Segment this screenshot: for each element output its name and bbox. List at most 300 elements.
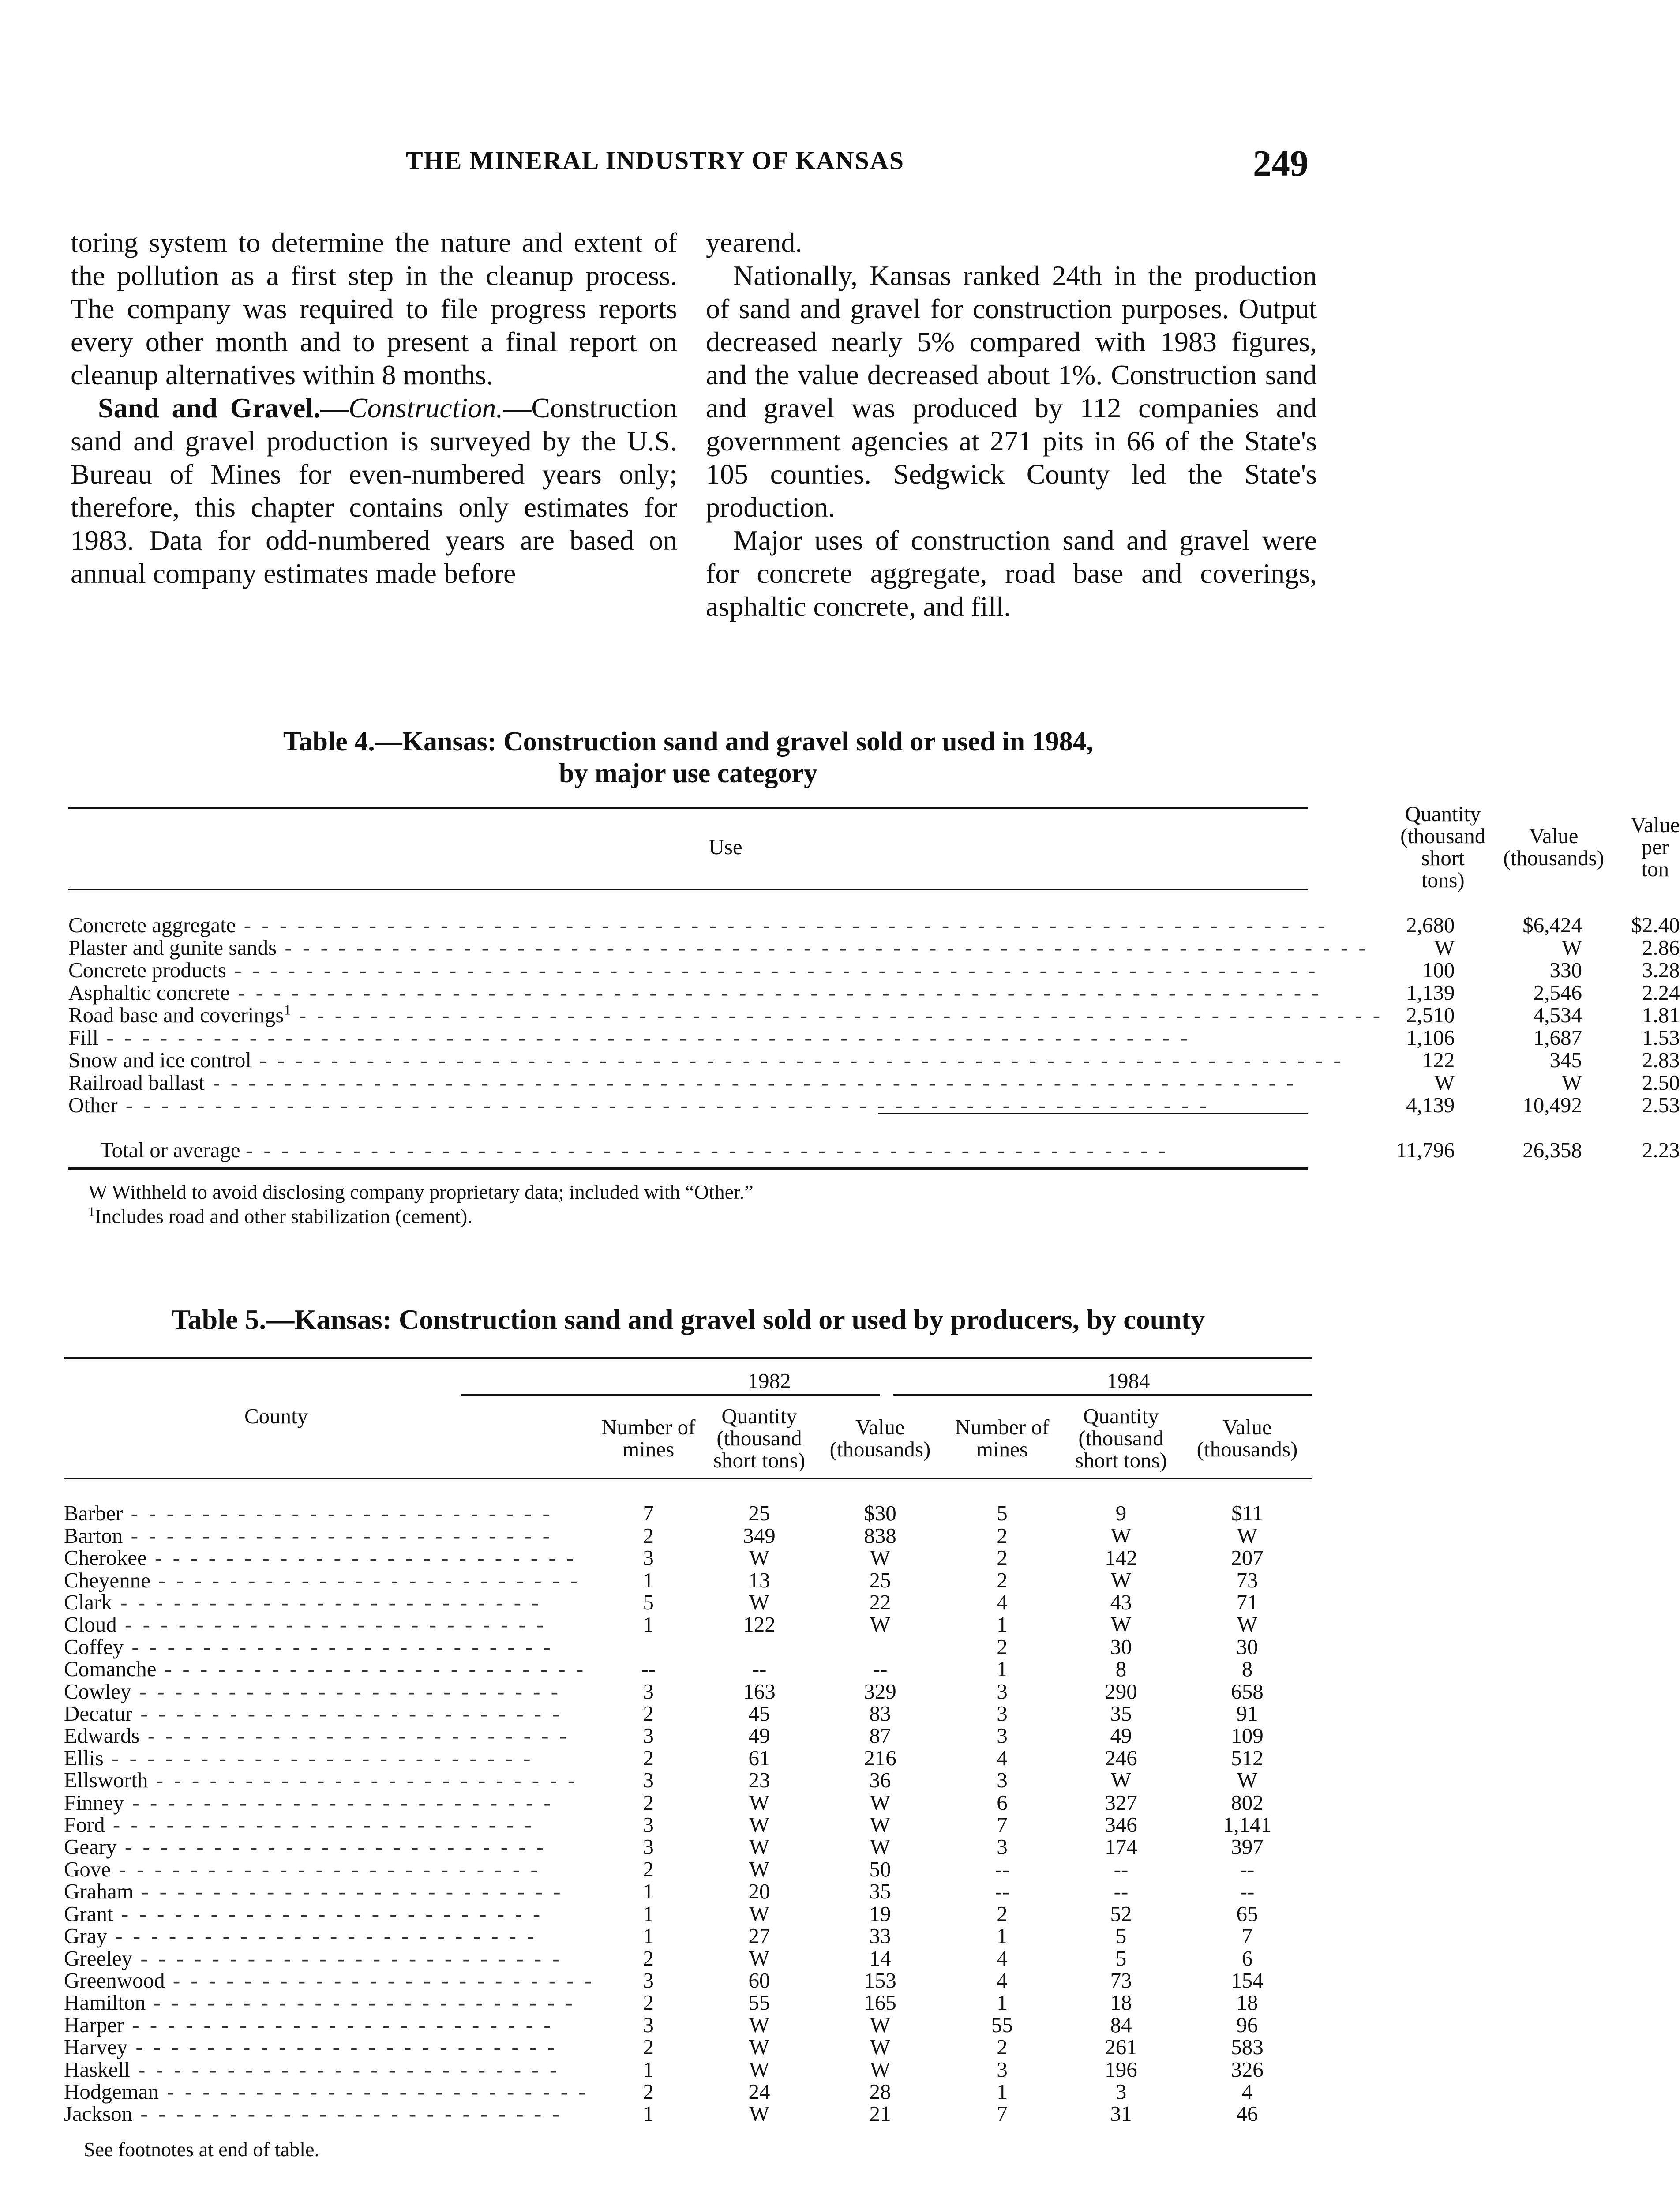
table5-header-county: County [244, 1404, 308, 1428]
table4-per-ton: $2.40 [1631, 913, 1680, 937]
table5-row [64, 1903, 1312, 1925]
table5-row [64, 2103, 1312, 2125]
table5-county [64, 1658, 594, 1680]
table5-cell-v84: 397 [1231, 1835, 1264, 1859]
leader-dots: - - - - - - - - - - - - - - - - - - - - - - - - - - - - - - - - - - - - - - - - - - - - - - - - - - - - - - - - - - - - - [251, 1048, 1343, 1072]
table4-header-per-ton: Value per ton [1631, 813, 1680, 881]
footnote-marker: 1 [88, 1204, 95, 1219]
table5-cell-q84: 261 [1105, 2035, 1137, 2060]
table5-cell-q82: 122 [743, 1612, 776, 1637]
county-label: Hodgeman [64, 2079, 159, 2104]
leader-dots: - - - - - - - - - - - - - - - - - - - - - - - - - - - - - - - - - - - - - - - - - - - - - - - - - - - - - - - - - - - - - [98, 1025, 1190, 1050]
table5-cell-v84: 96 [1236, 2012, 1258, 2037]
table4-value: 10,492 [1522, 1093, 1582, 1117]
table5-cell-m82: 3 [643, 2012, 654, 2037]
table5-row [64, 2036, 1312, 2058]
table5-cell-q82: W [749, 1835, 770, 1859]
county-label: Cowley [64, 1679, 131, 1703]
table5-header-qty-1982: Quantity (thousand short tons) [713, 1404, 806, 1472]
table5-cell-q82: W [749, 1590, 770, 1615]
table4-footnote-1 [88, 1204, 472, 1228]
table5-county [64, 2059, 594, 2081]
right-paragraph-1: yearend. [706, 227, 802, 258]
table5-row [64, 1636, 1312, 1658]
table5-cell-v82: W [870, 1790, 891, 1815]
table4-row [68, 1026, 1680, 1049]
leader-dots: - - - - - - - - - - - - - - - - - - - - - - - - - - - - - - - - - - - - - - - - - - - - - - - - - - - - - - - - - - - - - [291, 1003, 1383, 1027]
table4-total-per-ton: 2.23 [1642, 1138, 1680, 1162]
table5-cell-m84: 3 [997, 1835, 1008, 1859]
table5-body [64, 1502, 1312, 2125]
table5-cell-m82: 2 [643, 1745, 654, 1770]
table5-row [64, 1613, 1312, 1636]
leader-dots: - - - - - - - - - - - - - - - - - - - - - - - - [124, 1634, 553, 1659]
table5-cell-q84: 8 [1115, 1657, 1127, 1681]
table5-cell-v84: 7 [1241, 1924, 1253, 1948]
table5-cell-v82: 35 [869, 1879, 891, 1904]
table5-year-row [64, 1366, 1312, 1396]
table5-row [64, 2059, 1312, 2081]
page-number: 249 [1253, 143, 1309, 184]
county-label: Hamilton [64, 1990, 146, 2015]
table4-value: 2,546 [1533, 980, 1582, 1005]
table5-cell-m82: 1 [643, 2101, 654, 2126]
table5-cell-v84: 46 [1236, 2101, 1258, 2126]
table5-header-mines-1984: Number of mines [955, 1415, 1050, 1461]
table5-header-value-1984: Value (thousands) [1196, 1415, 1298, 1461]
table5-cell-v82: 28 [869, 2079, 891, 2104]
table5-cell-m84: 1 [997, 1612, 1008, 1637]
left-paragraph-2 [71, 391, 677, 590]
table5-row [64, 1747, 1312, 1769]
table5-cell-q84: 35 [1110, 1701, 1132, 1726]
table5-cell-q82: W [749, 1546, 770, 1570]
leader-dots: - - - - - - - - - - - - - - - - - - - - - - - - [116, 1612, 547, 1637]
table5-cell-m82: 3 [643, 1968, 654, 1992]
leader-dots: - - - - - - - - - - - - - - - - - - - - - - - - [150, 1568, 580, 1592]
table5-cell-v84: 65 [1236, 1901, 1258, 1926]
table5-cell-v84: 73 [1236, 1568, 1258, 1592]
table5-cell-q84: 43 [1110, 1590, 1132, 1615]
table5-cell-q84: -- [1114, 1857, 1129, 1881]
leader-dots: - - - - - - - - - - - - - - - - - - - - - - - - [112, 1590, 542, 1615]
table5-cell-q82: 24 [748, 2079, 770, 2104]
leader-dots: - - - - - - - - - - - - - - - - - - - - - - - - [113, 1901, 543, 1926]
table5-row [64, 1836, 1312, 1858]
leader-dots: - - - - - - - - - - - - - - - - - - - - - - - - [123, 1523, 552, 1548]
county-label: Cloud [64, 1612, 117, 1637]
table5-cell-v84: 91 [1236, 1701, 1258, 1726]
table5-year-1984: 1984 [1106, 1369, 1150, 1393]
table5-cell-v84: 658 [1231, 1679, 1264, 1703]
table5-cell-q84: 5 [1115, 1946, 1127, 1970]
table5-county [64, 1636, 594, 1658]
table5-cell-q82: W [749, 2035, 770, 2060]
table5-header-value-1982: Value (thousands) [829, 1415, 931, 1461]
use-label: Asphaltic concrete [68, 980, 230, 1005]
table5-cell-q84: 49 [1110, 1723, 1132, 1748]
table4-bottom-rule [68, 1167, 1308, 1170]
county-label: Barber [64, 1501, 123, 1526]
table5-cell-v82: 50 [869, 1857, 891, 1881]
table4-per-ton: 2.86 [1642, 935, 1680, 960]
left-column [71, 226, 677, 590]
table5-row [64, 1681, 1312, 1703]
table4-total-value: 26,358 [1522, 1138, 1582, 1162]
table5-row [64, 1880, 1312, 1902]
use-label: Fill [68, 1025, 99, 1050]
county-label: Harvey [64, 2035, 128, 2060]
table5-row [64, 1525, 1312, 1547]
county-label: Finney [64, 1790, 124, 1815]
table5-cell-q84: 196 [1105, 2057, 1137, 2082]
table5-cell-q82: W [749, 2101, 770, 2126]
table5-county [64, 1725, 594, 1747]
table4-row [68, 936, 1680, 959]
leader-dots: - - - - - - - - - - - - - - - - - - - - - - - - [124, 2012, 554, 2037]
table5-county [64, 1836, 594, 1858]
table5-cell-m84: 1 [997, 1657, 1008, 1681]
table5-cell-q84: 174 [1105, 1835, 1137, 1859]
county-label: Graham [64, 1879, 134, 1904]
leader-dots: - - - - - - - - - - - - - - - - - - - - - - - - [116, 1835, 547, 1859]
leader-dots: - - - - - - - - - - - - - - - - - - - - - - - - [148, 1768, 578, 1793]
table5-cell-v84: W [1237, 1612, 1258, 1637]
use-label: Plaster and gunite sands [68, 935, 277, 960]
table5-cell-v84: 512 [1231, 1745, 1264, 1770]
table5-cell-v82: -- [873, 1657, 888, 1681]
right-paragraph-3: Major uses of construction sand and gravel were for concrete aggregate, road base and coverings, asphaltic concrete, and fill. [706, 525, 1317, 622]
table4-qty: 4,139 [1406, 1093, 1455, 1117]
table5-cell-q84: W [1110, 1612, 1132, 1637]
table4-qty: 122 [1422, 1048, 1455, 1072]
table4-use [68, 1071, 1383, 1094]
table5-county [64, 1681, 594, 1703]
county-label: Comanche [64, 1657, 157, 1681]
table5-cell-m82: 1 [643, 2057, 654, 2082]
leader-dots: - - - - - - - - - - - - - - - - - - - - - - - - [159, 2079, 589, 2104]
table5-cell-v82: 19 [869, 1901, 891, 1926]
table5-cell-m84: 3 [997, 2057, 1008, 2082]
use-label: Other [68, 1093, 118, 1117]
table5-cell-m84: 3 [997, 1701, 1008, 1726]
leader-dots: - - - - - - - - - - - - - - - - - - - - - - - - [165, 1968, 595, 1992]
table5-county [64, 1703, 594, 1725]
county-label: Gray [64, 1924, 107, 1948]
table5-cell-v82: W [870, 2035, 891, 2060]
table5-cell-m84: 2 [997, 1901, 1008, 1926]
table5-cell-v82: 216 [864, 1745, 896, 1770]
table4-qty: 2,510 [1406, 1003, 1455, 1027]
table5-county [64, 1970, 594, 1992]
table5-cell-v84: 30 [1236, 1634, 1258, 1659]
table5-cell-v82: 25 [869, 1568, 891, 1592]
table4-use [68, 959, 1383, 981]
leader-dots: - - - - - - - - - - - - - - - - - - - - - - - - - - - - - - - - - - - - - - - - - - - - - - - - - - - - [245, 1138, 1169, 1162]
table5-cell-q84: 142 [1105, 1546, 1137, 1570]
leader-dots: - - - - - - - - - - - - - - - - - - - - - - - - [133, 1879, 563, 1904]
table5-cell-m82: 7 [643, 1501, 654, 1526]
left-paragraph-2-text: —Construction sand and gravel production is surveyed by the U.S. Bureau of Mines for even-numbered years only; therefore, this chapter contains only estimates for 1983. Data for odd-numbered years are based on annual company estimates made before [71, 392, 677, 589]
table5-cell-m82: 3 [643, 1546, 654, 1570]
table5-cell-v82: W [870, 2012, 891, 2037]
table5-cell-q84: 246 [1105, 1745, 1137, 1770]
table4-row [68, 959, 1680, 981]
table5-header-row [64, 1396, 1312, 1480]
table5-cell-q84: 290 [1105, 1679, 1137, 1703]
table4-row [68, 1004, 1680, 1026]
table5-county [64, 1591, 594, 1613]
leader-dots: - - - - - - - - - - - - - - - - - - - - - - - - - - - - - - - - - - - - - - - - - - - - - - - - - - - - - - - - - - - - - [236, 913, 1328, 937]
table5-cell-m84: 7 [997, 1812, 1008, 1837]
table4-header-row [68, 803, 1680, 891]
use-label: Road base and coverings [68, 1003, 284, 1027]
use-label: Railroad ballast [68, 1070, 205, 1095]
leader-dots: - - - - - - - - - - - - - - - - - - - - - - - - - - - - - - - - - - - - - - - - - - - - - - - - - - - - - - - - - - - - - [229, 980, 1322, 1005]
table5-cell-v82: 36 [869, 1768, 891, 1793]
table5-row [64, 1725, 1312, 1747]
table5-cell-q82: 27 [748, 1924, 770, 1948]
table5-cell-m84: 7 [997, 2101, 1008, 2126]
county-label: Greeley [64, 1946, 133, 1970]
table5-county [64, 1525, 594, 1547]
table5-cell-q82: W [749, 1901, 770, 1926]
table5-row [64, 2014, 1312, 2036]
table5-cell-q82: 60 [748, 1968, 770, 1992]
table5-cell-q82 [702, 1636, 816, 1658]
use-label: Concrete products [68, 958, 226, 982]
table4-use [68, 936, 1383, 959]
table5-cell-m84: 1 [997, 1990, 1008, 2015]
table4-title [68, 726, 1308, 789]
table5-cell-v84: 326 [1231, 2057, 1264, 2082]
table4-per-ton: 2.50 [1642, 1070, 1680, 1095]
running-head [0, 143, 1502, 184]
table5-cell-q82: 349 [743, 1523, 776, 1548]
table5-county [64, 1814, 594, 1836]
table4-total-label [68, 1139, 1383, 1161]
table4-per-ton: 2.83 [1642, 1048, 1680, 1072]
table5-cell-v84: 154 [1231, 1968, 1264, 1992]
county-label: Haskell [64, 2057, 130, 2082]
table4-title-line1: Table 4.—Kansas: Construction sand and gravel sold or used in 1984, [283, 727, 1094, 757]
table5-cell-v82: 83 [869, 1701, 891, 1726]
table4-row [68, 1071, 1680, 1094]
table4-use [68, 1004, 1383, 1026]
table5-cell-m82: 2 [643, 2079, 654, 2104]
table5-cell-v82: $30 [864, 1501, 896, 1526]
table5-cell-v84: 4 [1241, 2079, 1253, 2104]
table5-cell-m82: 2 [643, 1523, 654, 1548]
table5-cell-v82: W [870, 2057, 891, 2082]
leader-dots: - - - - - - - - - - - - - - - - - - - - - - - - [132, 2101, 562, 2126]
table5-cell-q84: 30 [1110, 1634, 1132, 1659]
table5-year-1982: 1982 [747, 1369, 791, 1393]
table5-cell-m84: 2 [997, 1523, 1008, 1548]
table5-cell-m82: 5 [643, 1590, 654, 1615]
footnote-marker: 1 [284, 1002, 291, 1018]
table4-row [68, 1094, 1680, 1116]
table5-cell-q84: 9 [1115, 1501, 1127, 1526]
table5-cell-q82: -- [752, 1657, 767, 1681]
table4-body [68, 914, 1680, 1116]
table5-row [64, 1992, 1312, 2014]
table5-county [64, 1947, 594, 1970]
county-label: Cherokee [64, 1546, 147, 1570]
table4-qty: 1,106 [1406, 1025, 1455, 1050]
leader-dots: - - - - - - - - - - - - - - - - - - - - - - - - [132, 1946, 562, 1970]
table4-qty: W [1434, 1070, 1455, 1095]
table5-row [64, 1569, 1312, 1591]
leader-dots: - - - - - - - - - - - - - - - - - - - - - - - - - - - - - - - - - - - - - - - - - - - - - - - - - - - - - - - - - - - - - [226, 958, 1318, 982]
table5-county [64, 1880, 594, 1902]
table5-cell-m82: 1 [643, 1924, 654, 1948]
county-label: Greenwood [64, 1968, 165, 1992]
right-paragraph-2: Nationally, Kansas ranked 24th in the production of sand and gravel for construction purposes. Output decreased nearly 5% compared with 1983 figures, and the value decreased about 1%. Construction sand and gravel was produced by 112 companies and government agencies at 271 pits in 66 of the State's 105 counties. Sedgwick County led the State's production. [706, 260, 1317, 523]
leader-dots: - - - - - - - - - - - - - - - - - - - - - - - - [146, 1546, 577, 1570]
table5-county [64, 1613, 594, 1636]
table5-cell-v82: W [870, 1612, 891, 1637]
leader-dots: - - - - - - - - - - - - - - - - - - - - - - - - [107, 1924, 537, 1948]
table5-cell-v84: 109 [1231, 1723, 1264, 1748]
table5-header-qty-1984: Quantity (thousand short tons) [1075, 1404, 1167, 1472]
table5-header-mines-1982: Number of mines [601, 1415, 696, 1461]
table5-cell-v84: W [1237, 1768, 1258, 1793]
running-title: THE MINERAL INDUSTRY OF KANSAS [406, 146, 905, 175]
table4-value: 1,687 [1533, 1025, 1582, 1050]
table4-total-qty: 11,796 [1396, 1138, 1455, 1162]
table5-cell-m82: 1 [643, 1879, 654, 1904]
table4-row [68, 1049, 1680, 1071]
table5-cell-m84: 6 [997, 1790, 1008, 1815]
table5-cell-v82: 33 [869, 1924, 891, 1948]
table5-cell-m82: 3 [643, 1723, 654, 1748]
table5-cell-q82: 55 [748, 1990, 770, 2015]
table5-cell-m82: 3 [643, 1812, 654, 1837]
table4-use [68, 914, 1383, 936]
table5-cell-m82: 2 [643, 1857, 654, 1881]
table4-per-ton: 2.24 [1642, 980, 1680, 1005]
table4-value: 4,534 [1533, 1003, 1582, 1027]
table5-county [64, 2036, 594, 2058]
table5-cell-v82: 329 [864, 1679, 896, 1703]
table5-row [64, 1502, 1312, 1524]
county-label: Ford [64, 1812, 105, 1837]
leader-dots: - - - - - - - - - - - - - - - - - - - - - - - - [105, 1812, 535, 1837]
table5-cell-m82: 2 [643, 1701, 654, 1726]
table5-cell-v82: 153 [864, 1968, 896, 1992]
table5-cell-q84: 73 [1110, 1968, 1132, 1992]
leader-dots: - - - - - - - - - - - - - - - - - - - - - - - - - - - - - - - - - - - - - - - - - - - - - - - - - - - - - - - - - - - - - [277, 935, 1369, 960]
table5-row [64, 1547, 1312, 1569]
table4-per-ton: 1.81 [1642, 1003, 1680, 1027]
table5-footnote: See footnotes at end of table. [84, 2138, 319, 2161]
table5-cell-m84: 3 [997, 1768, 1008, 1793]
table5-cell-q82: 20 [748, 1879, 770, 1904]
table4-total-row [68, 1139, 1680, 1161]
table5-cell-m84: 4 [997, 1968, 1008, 1992]
table5-cell-m82: 1 [643, 1568, 654, 1592]
leader-dots: - - - - - - - - - - - - - - - - - - - - - - - - [139, 1723, 570, 1748]
table5-cell-v82: W [870, 1835, 891, 1859]
table5-row [64, 2081, 1312, 2103]
table5-cell-v82: W [870, 1812, 891, 1837]
leader-dots: - - - - - - - - - - - - - - - - - - - - - - - - - - - - - - - - - - - - - - - - - - - - - - - - - - - - - - - - - - - - - [204, 1070, 1297, 1095]
table5-cell-m84: 3 [997, 1723, 1008, 1748]
table4-qty: W [1434, 935, 1455, 960]
table4-value: 330 [1549, 958, 1582, 982]
county-label: Cheyenne [64, 1568, 150, 1592]
table5-row [64, 1970, 1312, 1992]
table5-cell-v84: 1,141 [1222, 1812, 1272, 1837]
table5-cell-v84: 802 [1231, 1790, 1264, 1815]
table5-cell-m82: 3 [643, 1679, 654, 1703]
table5-title: Table 5.—Kansas: Construction sand and gravel sold or used by producers, by county [171, 1304, 1205, 1335]
use-label: Snow and ice control [68, 1048, 252, 1072]
county-label: Jackson [64, 2101, 133, 2126]
table5-county [64, 1569, 594, 1591]
table5-cell-m82 [594, 1636, 702, 1658]
table4-header-use: Use [709, 835, 742, 859]
leader-dots: - - - - - - - - - - - - - - - - - - - - - - - - [156, 1657, 586, 1681]
table5-cell-m84: -- [995, 1879, 1009, 1904]
table5-cell-m84: -- [995, 1857, 1009, 1881]
table5-row [64, 1658, 1312, 1680]
table5-county [64, 1547, 594, 1569]
table5-cell-q84: W [1110, 1523, 1132, 1548]
table5-cell-q84: -- [1114, 1879, 1129, 1904]
table5-county [64, 1925, 594, 1947]
table5-county [64, 1903, 594, 1925]
table5-cell-q82: W [749, 2012, 770, 2037]
table5-cell-q82: W [749, 2057, 770, 2082]
table5-cell-m82: 3 [643, 1768, 654, 1793]
leader-dots: - - - - - - - - - - - - - - - - - - - - - - - - [128, 2035, 557, 2060]
table5-cell-m82: 2 [643, 2035, 654, 2060]
table5-cell-v84: -- [1240, 1879, 1255, 1904]
table5-cell-m84: 55 [991, 2012, 1013, 2037]
table5-cell-q82: W [749, 1857, 770, 1881]
table4-value: $6,424 [1522, 913, 1582, 937]
table4-qty: 1,139 [1406, 980, 1455, 1005]
table5-county [64, 1992, 594, 2014]
table5-county [64, 1792, 594, 1814]
table5-cell-q82: W [749, 1946, 770, 1970]
table5-cell-v84: W [1237, 1523, 1258, 1548]
county-label: Harper [64, 2012, 124, 2037]
table4-title-line2: by major use category [559, 758, 818, 788]
table5-cell-q84: 3 [1115, 2079, 1127, 2104]
table4-use [68, 981, 1383, 1004]
table5-cell-v82: W [870, 1546, 891, 1570]
table5-cell-q82: W [749, 1812, 770, 1837]
table5-cell-q82: 163 [743, 1679, 776, 1703]
leader-dots: - - - - - - - - - - - - - - - - - - - - - - - - [131, 1679, 561, 1703]
table5-cell-q84: 84 [1110, 2012, 1132, 2037]
table4-header-value: Value (thousands) [1503, 824, 1605, 870]
table4-value: 345 [1549, 1048, 1582, 1072]
leader-dots: - - - - - - - - - - - - - - - - - - - - - - - - [103, 1745, 533, 1770]
table4-qty: 2,680 [1406, 913, 1455, 937]
footnote-1-text: Includes road and other stabilization (cement). [95, 1205, 472, 1227]
table5-cell-m82: 1 [643, 1612, 654, 1637]
leader-dots: - - - - - - - - - - - - - - - - - - - - - - - - [146, 1990, 575, 2015]
use-label: Concrete aggregate [68, 913, 236, 937]
table5-row [64, 1703, 1312, 1725]
table4-value: W [1561, 1070, 1582, 1095]
county-label: Barton [64, 1523, 123, 1548]
table5-cell-m82: 1 [643, 1901, 654, 1926]
